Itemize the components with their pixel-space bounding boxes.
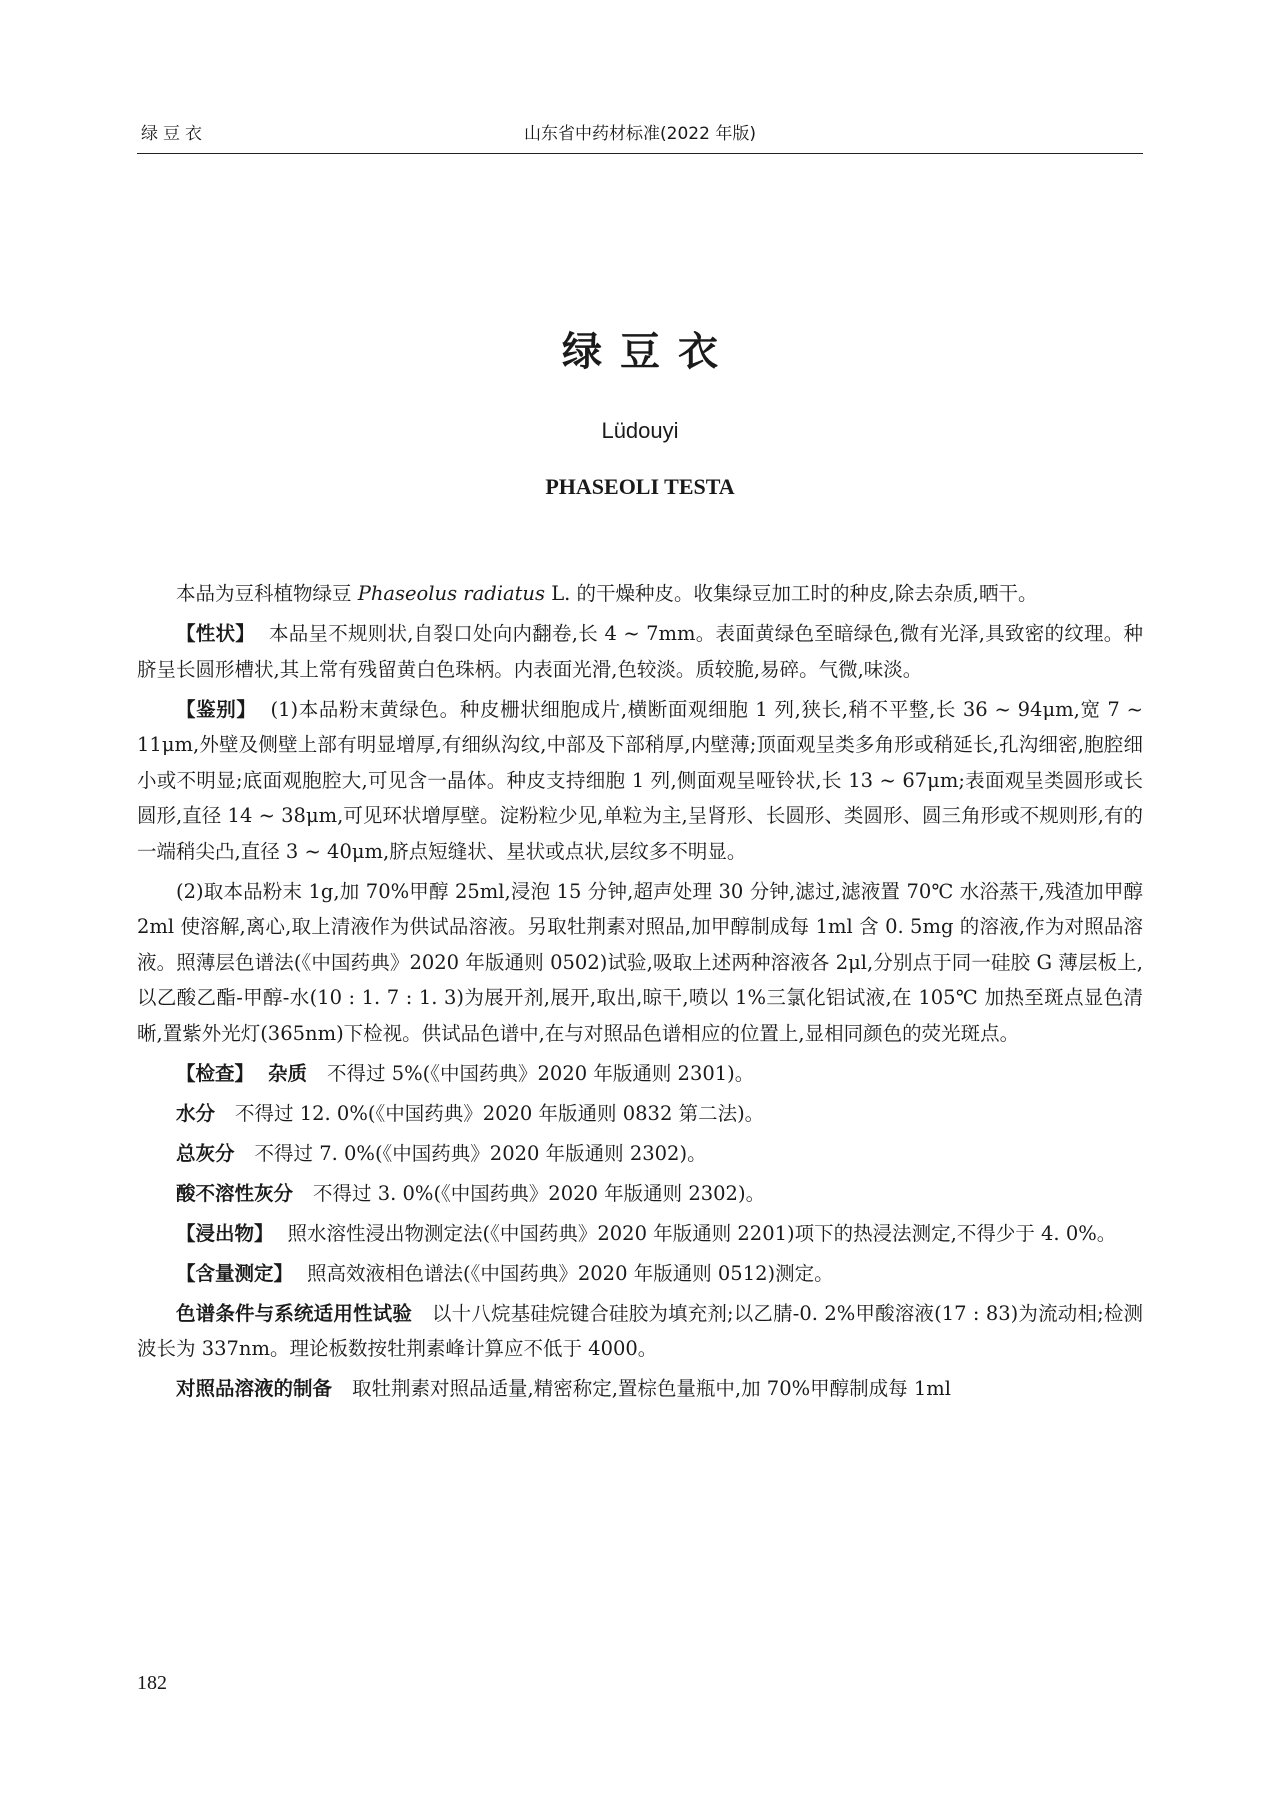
- page-number: 182: [137, 1672, 167, 1694]
- total-ash-paragraph: [137, 1136, 1143, 1172]
- identification-paragraph-2: [137, 874, 1143, 1052]
- moisture-paragraph: [137, 1096, 1143, 1132]
- monograph-title-block: [137, 322, 1143, 502]
- characteristics-text: 本品呈不规则状,自裂口处向内翻卷,长 4 ~ 7mm。表面黄绿色至暗绿色,微有光泽,具致密的纹理。种脐呈长圆形槽状,其上常有残留黄白色珠柄。内表面光滑,色较淡。质较脆,易碎。气微,味淡。: [137, 622, 1143, 681]
- acid-insoluble-ash-label: 酸不溶性灰分: [176, 1181, 294, 1205]
- assay-label: 【含量测定】: [176, 1261, 294, 1285]
- inspection-paragraph: [137, 1056, 1143, 1092]
- acid-insoluble-ash-paragraph: [137, 1176, 1143, 1212]
- assay-text: 照高效液相色谱法(《中国药典》2020 年版通则 0512)测定。: [307, 1261, 834, 1285]
- header-book-title: 山东省中药材标准(2022 年版): [524, 124, 756, 144]
- extractives-text: 照水溶性浸出物测定法(《中国药典》2020 年版通则 2201)项下的热浸法测定,不得少于 4. 0%。: [287, 1221, 1117, 1245]
- latin-title: PHASEOLI TESTA: [545, 474, 735, 499]
- identification-paragraph-1: [137, 692, 1143, 870]
- identification-text-1: (1)本品粉末黄绿色。种皮栅状细胞成片,横断面观细胞 1 列,狭长,稍不平整,长 36 ~ 94μm,宽 7 ~ 11μm,外壁及侧壁上部有明显增厚,有细纵沟纹,中部及下部稍厚,内壁薄;顶面观呈类多角形或稍延长,孔沟细密,胞腔细小或不明显;底面观胞腔大,可见含一晶体。种皮支持细胞 1 列,侧面观呈哑铃状,长 13 ~ 67μm;表面观呈类圆形或长圆形,直径 14 ~ 38μm,可见环状增厚壁。淀粉粒少见,单粒为主,呈肾形、长圆形、类圆形、圆三角形或不规则形,有的一端稍尖凸,直径 3 ~ 40μm,脐点短缝状、星状或点状,层纹多不明显。: [137, 697, 1143, 863]
- moisture-text: 不得过 12. 0%(《中国药典》2020 年版通则 0832 第二法)。: [235, 1101, 765, 1125]
- extractives-label: 【浸出物】: [176, 1221, 274, 1245]
- identification-label: 【鉴别】: [176, 697, 257, 721]
- extractives-paragraph: [137, 1216, 1143, 1252]
- intro-text-pre: 本品为豆科植物绿豆: [176, 582, 358, 605]
- pinyin-title: Lüdouyi: [601, 418, 679, 443]
- intro-text-post: L. 的干燥种皮。收集绿豆加工时的种皮,除去杂质,晒干。: [545, 582, 1038, 605]
- intro-paragraph: [137, 576, 1143, 612]
- total-ash-text: 不得过 7. 0%(《中国药典》2020 年版通则 2302)。: [254, 1141, 707, 1165]
- chromatographic-conditions-text: 以十八烷基硅烷键合硅胶为填充剂;以乙腈-0. 2%甲酸溶液(17 : 83)为流动相;检测波长为 337nm。理论板数按牡荆素峰计算应不低于 4000。: [137, 1301, 1143, 1360]
- characteristics-label: 【性状】: [176, 622, 256, 645]
- characteristics-paragraph: [137, 616, 1143, 687]
- header-section-name: 绿豆衣: [141, 124, 207, 144]
- reference-solution-text: 取牡荆素对照品适量,精密称定,置棕色量瓶中,加 70%甲醇制成每 1ml: [352, 1377, 951, 1400]
- inspection-label: 【检查】: [176, 1061, 255, 1085]
- identification-text-2: (2)取本品粉末 1g,加 70%甲醇 25ml,浸泡 15 分钟,超声处理 30 分钟,滤过,滤液置 70℃ 水浴蒸干,残渣加甲醇 2ml 使溶解,离心,取上清液作为供试品溶液。另取牡荆素对照品,加甲醇制成每 1ml 含 0. 5mg 的溶液,作为对照品溶液。照薄层色谱法(《中国药典》2020 年版通则 0502)试验,吸取上述两种溶液各 2μl,分别点于同一硅胶 G 薄层板上,以乙酸乙酯-甲醇-水(10 : 1. 7 : 1. 3)为展开剂,展开,取出,晾干,喷以 1%三氯化铝试液,在 105℃ 加热至斑点显色清晰,置紫外光灯(365nm)下检视。供试品色谱中,在与对照品色谱相应的位置上,显相同颜色的荧光斑点。: [137, 879, 1143, 1045]
- impurity-label: 杂质: [268, 1061, 308, 1085]
- acid-insoluble-ash-text: 不得过 3. 0%(《中国药典》2020 年版通则 2302)。: [313, 1181, 766, 1205]
- reference-solution-label: 对照品溶液的制备: [176, 1377, 333, 1400]
- monograph-body: [137, 576, 1143, 1411]
- chinese-title: 绿豆衣: [562, 329, 736, 375]
- running-header: [137, 113, 1143, 154]
- moisture-label: 水分: [176, 1101, 216, 1125]
- chromatographic-conditions-paragraph: [137, 1296, 1143, 1367]
- assay-paragraph: [137, 1256, 1143, 1292]
- impurity-text: 不得过 5%(《中国药典》2020 年版通则 2301)。: [327, 1061, 755, 1085]
- species-name: Phaseolus radiatus: [357, 582, 545, 605]
- total-ash-label: 总灰分: [176, 1141, 235, 1165]
- reference-solution-paragraph: [137, 1371, 1143, 1407]
- chromatographic-conditions-label: 色谱条件与系统适用性试验: [176, 1301, 413, 1325]
